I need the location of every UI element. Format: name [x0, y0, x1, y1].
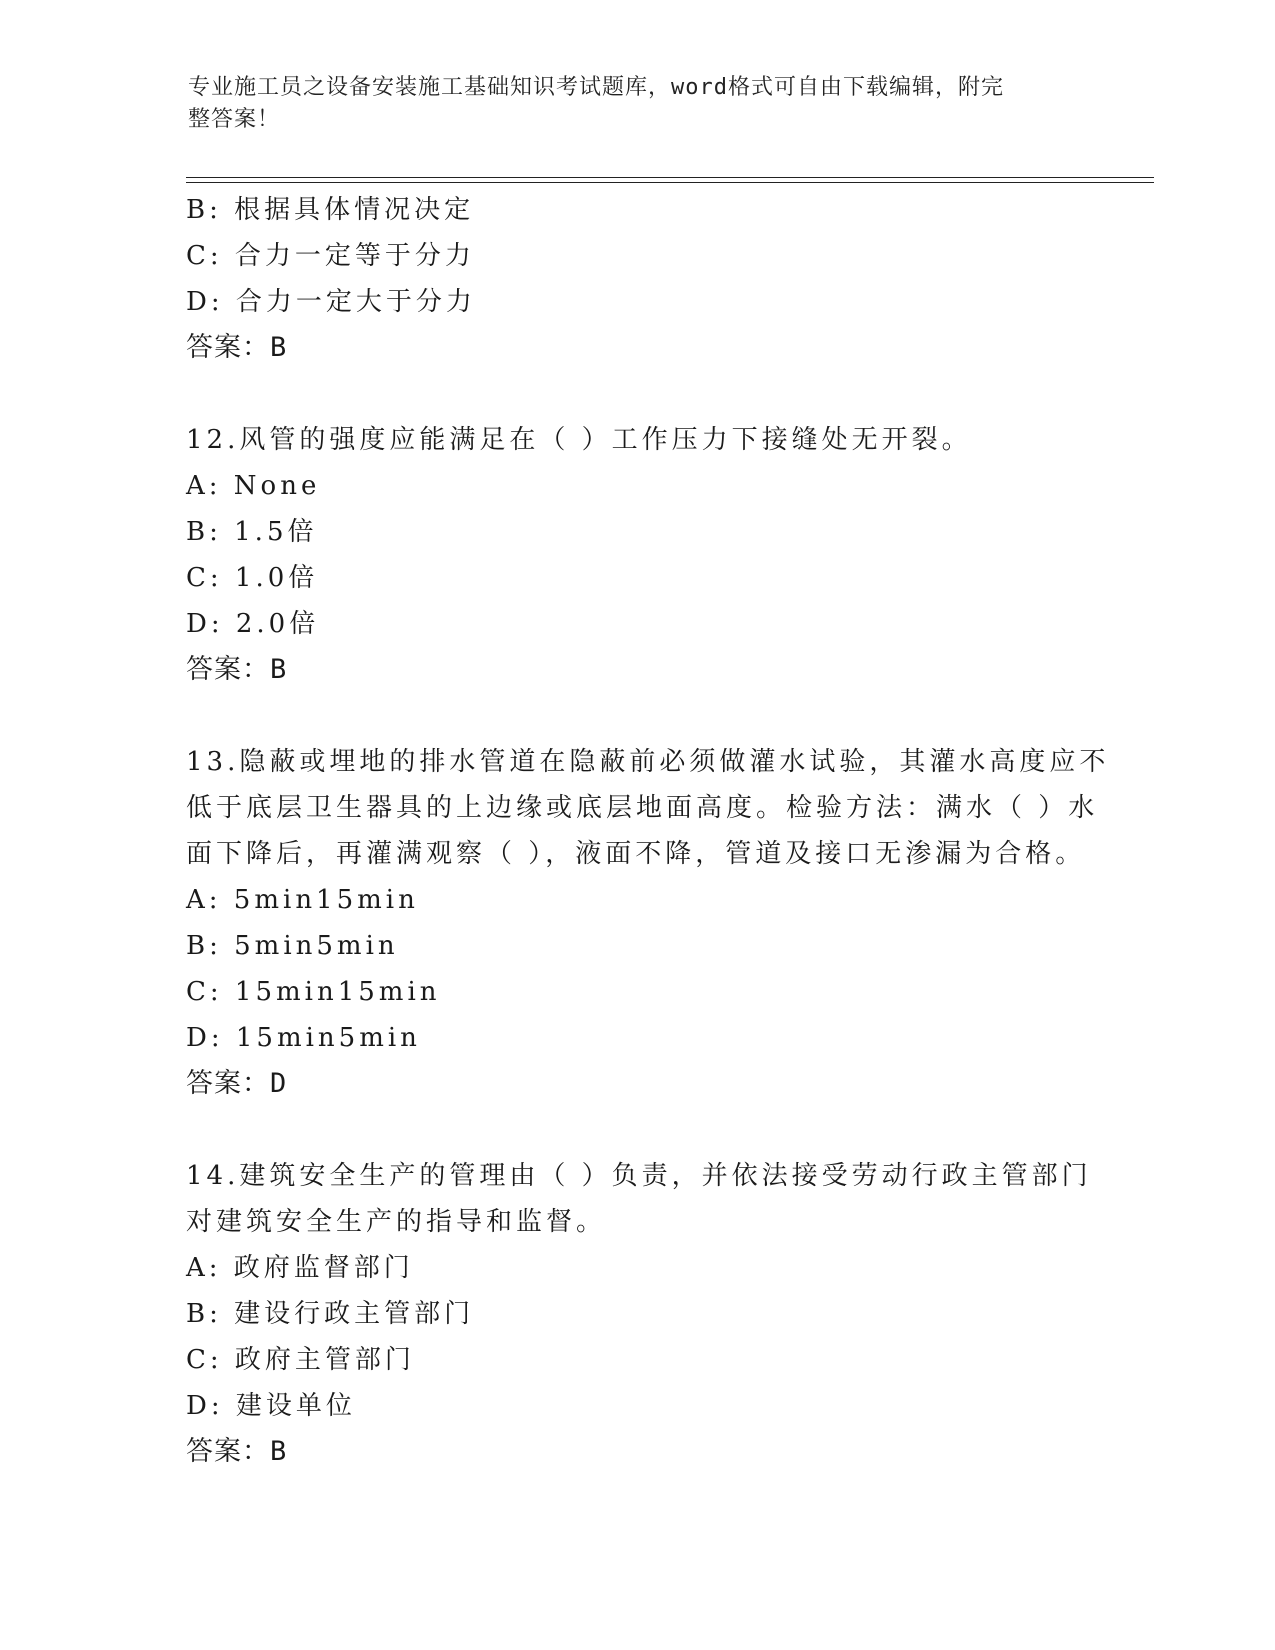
- header-line-1: 专业施工员之设备安装施工基础知识考试题库，word格式可自由下载编辑，附完: [188, 75, 1004, 100]
- header-divider-bottom: [186, 182, 1154, 183]
- option-b: B: 建设行政主管部门: [186, 1299, 475, 1329]
- answer-line: 答案：B: [186, 654, 288, 685]
- option-a: A: 政府监督部门: [186, 1253, 414, 1283]
- answer-line: 答案：D: [186, 1068, 288, 1099]
- question-stem-line-3: 面下降后，再灌满观察（ ），液面不降，管道及接口无渗漏为合格。: [186, 839, 1086, 869]
- question-12: [186, 417, 1086, 693]
- question-11-tail: [186, 187, 1086, 371]
- spacer: [186, 371, 1086, 417]
- option-d: D: 2.0倍: [186, 609, 320, 639]
- option-c: C: 政府主管部门: [186, 1345, 415, 1375]
- option-d: D: 建设单位: [186, 1391, 356, 1421]
- spacer: [186, 1107, 1086, 1153]
- option-a: A: None: [186, 471, 321, 501]
- page-header: [188, 72, 1068, 136]
- option-c: C: 1.0倍: [186, 563, 319, 593]
- question-stem-line-2: 低于底层卫生器具的上边缘或底层地面高度。检验方法：满水（ ）水: [186, 793, 1099, 823]
- answer-line: 答案：B: [186, 332, 288, 363]
- question-stem-line-2: 对建筑安全生产的指导和监督。: [186, 1207, 607, 1237]
- answer-line: 答案：B: [186, 1436, 288, 1467]
- option-b: B: 5min5min: [186, 931, 399, 961]
- header-divider-top: [186, 177, 1154, 178]
- option-c: C: 15min15min: [186, 977, 441, 1007]
- header-line-2: 整答案！: [188, 107, 281, 132]
- option-b: B: 根据具体情况决定: [186, 195, 475, 225]
- question-13: [186, 739, 1110, 1107]
- option-b: B: 1.5倍: [186, 517, 318, 547]
- spacer: [186, 693, 1086, 739]
- question-stem: 12.风管的强度应能满足在（ ）工作压力下接缝处无开裂。: [186, 425, 972, 455]
- question-stem-line-1: 13.隐蔽或埋地的排水管道在隐蔽前必须做灌水试验，其灌水高度应不: [186, 747, 1110, 777]
- option-d: D: 合力一定大于分力: [186, 287, 476, 317]
- question-14: [186, 1153, 1092, 1475]
- question-stem-line-1: 14.建筑安全生产的管理由（ ）负责，并依法接受劳动行政主管部门: [186, 1161, 1092, 1191]
- option-d: D: 15min5min: [186, 1023, 421, 1053]
- option-c: C: 合力一定等于分力: [186, 241, 475, 271]
- option-a: A: 5min15min: [186, 885, 419, 915]
- question-list: [186, 187, 1110, 1475]
